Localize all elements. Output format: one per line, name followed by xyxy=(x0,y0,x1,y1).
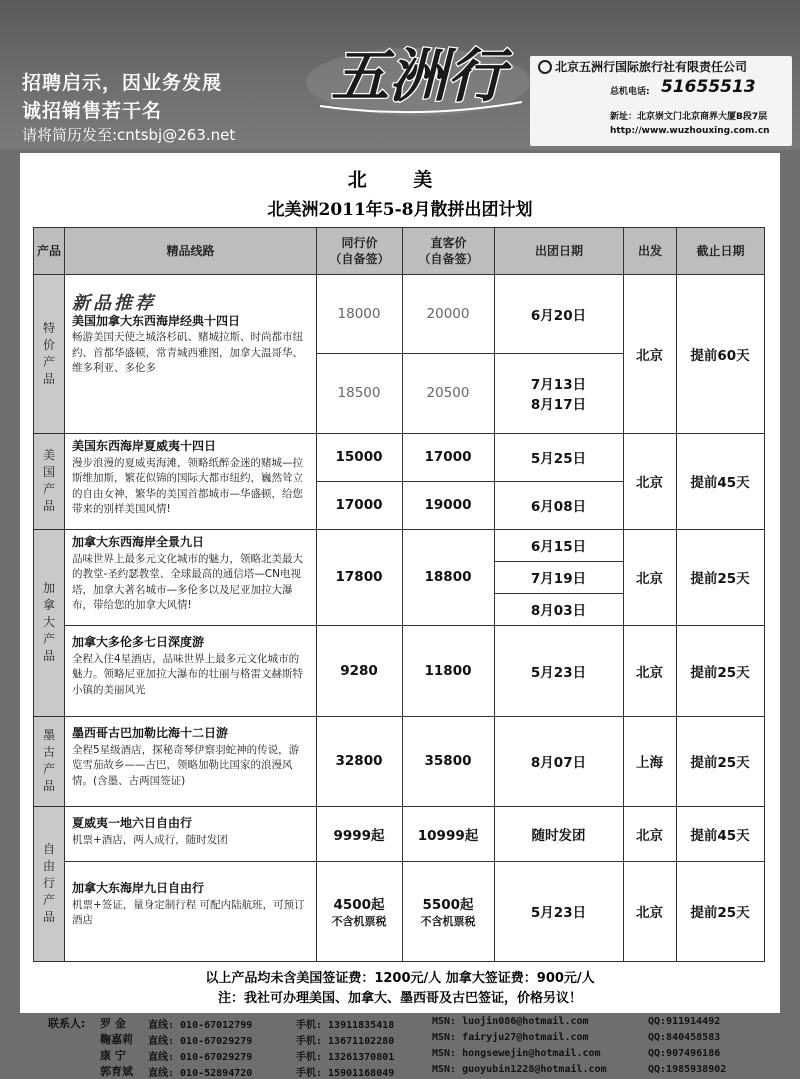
depart-date: 7月19日 xyxy=(530,571,587,587)
deadline: 提前25天 xyxy=(690,905,750,921)
contact-msn[interactable]: MSN: luojin086@hotmail.com xyxy=(432,1016,589,1027)
grid-line xyxy=(64,625,764,626)
main-panel xyxy=(20,153,780,1013)
grid-line xyxy=(623,274,624,961)
contact-tel: 直线: 010-52894720 xyxy=(148,1068,253,1079)
recruit-line-1: 招聘启示，因业务发展 xyxy=(22,72,223,94)
depart-date: 随时发团 xyxy=(531,827,586,844)
depart-city: 北京 xyxy=(636,827,663,844)
contact-msn[interactable]: MSN: guoyubin1228@hotmail.com xyxy=(432,1064,607,1075)
contacts-section xyxy=(0,1013,800,1079)
company-address: 新址：北京崇文门北京商界大厦B段7层 xyxy=(610,112,768,122)
grid-line xyxy=(494,274,495,961)
header-direct-price: 直客价 （自备签） xyxy=(402,228,494,274)
table-row-route: 墨西哥古巴加勒比海十二日游 全程5星级酒店，探秘奇琴伊察羽蛇神的传说，游览雪茄故乡——古巴，领略加勒比国家的浪漫风情。(含墨、古两国签证) xyxy=(72,726,300,787)
contact-name: 康 宁 xyxy=(100,1049,126,1062)
peer-price: 9280 xyxy=(340,662,378,679)
header-depart: 出发 xyxy=(623,228,676,274)
page-title: 北 美 xyxy=(347,169,453,191)
contact-qq: QQ:840458583 xyxy=(648,1032,721,1043)
new-product-badge: 新品推荐 xyxy=(72,293,156,314)
depart-date: 6月20日 xyxy=(530,308,587,324)
deadline: 提前25天 xyxy=(690,571,750,587)
contact-name: 郭育斌 xyxy=(100,1065,133,1078)
contact-qq: QQ:911914492 xyxy=(648,1016,721,1027)
depart-date: 5月25日 xyxy=(530,451,587,467)
category-mexico-cuba: 墨古产品 xyxy=(34,716,64,806)
table-header xyxy=(34,228,764,275)
recruit-line-2: 诚招销售若干名 xyxy=(22,100,163,122)
contact-tel: 直线: 010-67029279 xyxy=(148,1052,253,1063)
depart-dates: 7月13日 8月17日 xyxy=(530,377,587,413)
category-canada: 加拿大产品 xyxy=(34,529,64,716)
depart-date: 6月08日 xyxy=(530,499,587,515)
depart-city: 北京 xyxy=(636,348,663,364)
contacts-label: 联系人: xyxy=(48,1017,86,1030)
direct-price: 20000 xyxy=(426,306,470,322)
depart-date: 8月07日 xyxy=(530,755,587,771)
contact-msn[interactable]: MSN: fairyju27@hotmail.com xyxy=(432,1032,589,1043)
header-deadline: 截止日期 xyxy=(676,228,764,274)
grid-line xyxy=(64,274,65,961)
category-free-travel: 自由行产品 xyxy=(34,806,64,961)
peer-price: 17800 xyxy=(335,569,383,585)
contact-mobile: 手机: 13911835418 xyxy=(296,1020,395,1031)
direct-price: 35800 xyxy=(424,753,472,769)
direct-price: 17000 xyxy=(424,449,472,465)
direct-price: 19000 xyxy=(424,497,472,513)
table-row-route: 美国东西海岸夏威夷十四日 漫步浪漫的夏威夷海滩，领略纸醉金迷的赌城—拉斯维加斯，繁花似锦的国际大都市纽约，巍然耸立的自由女神，繁华的美国首都城市—华盛顿，给您带来的别样美国风情! xyxy=(72,439,303,515)
contact-name: 罗 金 xyxy=(100,1017,126,1030)
table-row-route: 加拿大多伦多七日深度游 全程入住4星酒店，品味世界上最多元文化城市的魅力。领略尼亚加拉大瀑布的壮丽与格雷文赫斯特小镇的美丽风光 xyxy=(72,635,303,696)
table-row-route: 加拿大东西海岸全景九日 品味世界上最多元文化城市的魅力，领略北美最大的教堂-圣约瑟教堂、全球最高的通信塔—CN电视塔，加拿大著名城市—多伦多以及尼亚加拉大瀑布，带给您的加拿大风情! xyxy=(72,535,303,611)
direct-price: 18800 xyxy=(424,569,472,585)
depart-date: 8月03日 xyxy=(530,603,587,619)
company-logo-icon xyxy=(538,60,552,74)
company-name: 北京五洲行国际旅行社有限责任公司 xyxy=(538,58,747,75)
company-info-box xyxy=(530,56,792,146)
direct-price: 5500起 不含机票税 xyxy=(420,897,476,928)
contact-qq: QQ:1985938902 xyxy=(648,1064,727,1075)
deadline: 提前60天 xyxy=(690,348,750,364)
header-route: 精品线路 xyxy=(64,228,316,274)
deadline: 提前45天 xyxy=(690,827,750,844)
grid-line xyxy=(34,716,764,717)
contact-mobile: 手机: 15901168049 xyxy=(296,1068,395,1079)
grid-line xyxy=(494,593,623,594)
phone-number: 51655513 xyxy=(661,77,756,97)
deadline: 提前45天 xyxy=(690,475,750,491)
visa-fee-note: 以上产品均未含美国签证费：1200元/人 加拿大签证费：900元/人 xyxy=(205,971,595,986)
grid-line xyxy=(316,274,317,961)
peer-price: 18500 xyxy=(337,385,381,401)
category-usa: 美国产品 xyxy=(34,433,64,529)
peer-price: 15000 xyxy=(335,449,383,465)
header-peer-price: 同行价 （自备签） xyxy=(316,228,402,274)
page-subtitle: 北美洲2011年5-8月散拼出团计划 xyxy=(267,200,533,220)
grid-line xyxy=(494,561,623,562)
peer-price: 9999起 xyxy=(333,827,385,844)
peer-price: 4500起 不含机票税 xyxy=(331,897,387,928)
depart-city: 北京 xyxy=(636,664,663,681)
direct-price: 10999起 xyxy=(417,827,479,844)
visa-service-note: 注：我社可办理美国、加拿大、墨西哥及古巴签证，价格另议！ xyxy=(217,991,582,1006)
contact-mobile: 手机: 13671102280 xyxy=(296,1036,395,1047)
grid-line xyxy=(316,481,623,482)
depart-city: 北京 xyxy=(636,571,663,587)
phone-label: 总机电话: xyxy=(610,87,650,97)
depart-date: 5月23日 xyxy=(530,664,587,681)
contact-mobile: 手机: 13261370801 xyxy=(296,1052,395,1063)
table-row-route: 夏威夷一地六日自由行 机票+酒店，两人成行，随时发团 xyxy=(72,816,228,846)
contact-tel: 直线: 010-67029279 xyxy=(148,1036,253,1047)
grid-line xyxy=(316,353,623,354)
header-banner xyxy=(0,0,800,150)
table-row-route: 加拿大东海岸九日自由行 机票+签证，量身定制行程 可配内陆航班，可预订酒店 xyxy=(72,881,305,926)
depart-date: 6月15日 xyxy=(530,539,587,555)
depart-city: 上海 xyxy=(636,755,663,771)
wuzhouxing-logo xyxy=(300,22,535,127)
contact-qq: QQ:907496186 xyxy=(648,1048,721,1059)
recruit-email: 请将简历发至:cntsbj@263.net xyxy=(22,126,236,144)
table-row-route: 新品推荐 美国加拿大东西海岸经典十四日 畅游美国天使之城洛杉矶、赌城拉斯、时尚都市纽约、首都华盛顿，常青城西雅图，加拿大温哥华、维多利亚、多伦多 xyxy=(64,296,316,433)
peer-price: 18000 xyxy=(337,306,381,322)
direct-price: 11800 xyxy=(424,662,472,679)
grid-line xyxy=(34,529,764,530)
depart-city: 北京 xyxy=(636,905,663,921)
header-product: 产品 xyxy=(36,244,61,258)
grid-line xyxy=(34,806,764,807)
peer-price: 17000 xyxy=(335,497,383,513)
direct-price: 20500 xyxy=(426,385,470,401)
contact-name: 鞠嘉莉 xyxy=(100,1033,133,1046)
tour-table xyxy=(33,227,765,962)
grid-line xyxy=(402,274,403,961)
deadline: 提前25天 xyxy=(690,755,750,771)
contact-msn[interactable]: MSN: hongsewejin@hotmail.com xyxy=(432,1048,601,1059)
grid-line xyxy=(34,433,764,434)
deadline: 提前25天 xyxy=(690,664,750,681)
contact-tel: 直线: 010-67012799 xyxy=(148,1020,253,1031)
header-date: 出团日期 xyxy=(494,228,623,274)
category-special: 特价产品 xyxy=(34,275,64,433)
company-url[interactable]: http://www.wuzhouxing.com.cn xyxy=(610,126,770,136)
grid-line xyxy=(676,274,677,961)
peer-price: 32800 xyxy=(335,753,383,769)
depart-date: 5月23日 xyxy=(530,905,587,921)
depart-city: 北京 xyxy=(636,475,663,491)
grid-line xyxy=(64,861,764,862)
svg-text:五洲行: 五洲行 xyxy=(330,42,506,110)
